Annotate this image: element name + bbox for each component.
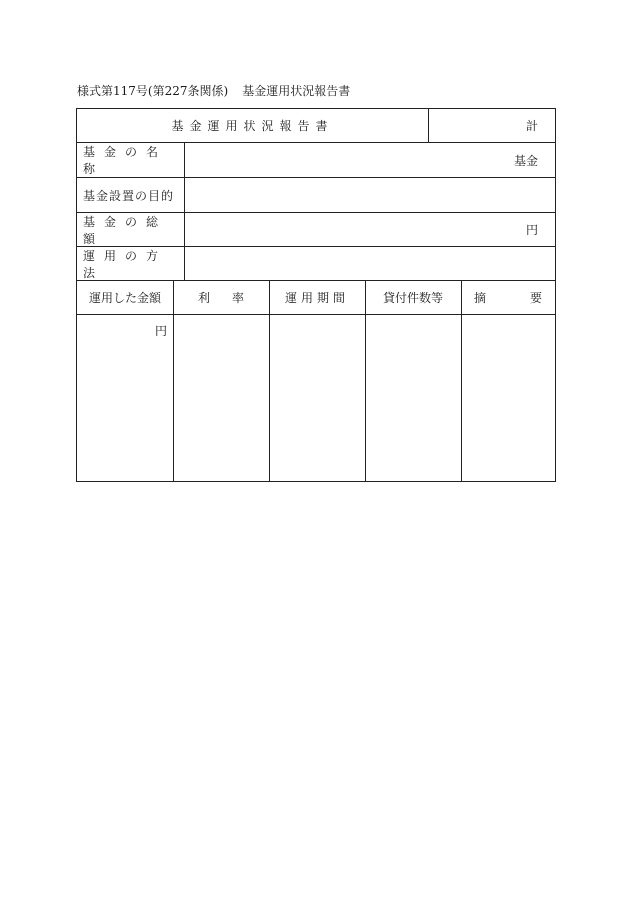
amount-cell[interactable] — [77, 315, 173, 481]
col-header-period: 運用期間 — [284, 291, 349, 305]
fund-name-row — [77, 143, 555, 178]
fund-total-label-cell — [77, 213, 184, 246]
header-row — [77, 109, 555, 143]
total-cell — [428, 109, 555, 142]
fund-name-suffix: 基金 — [513, 153, 538, 168]
operation-method-row — [77, 247, 555, 281]
fund-name-label-cell — [77, 143, 184, 177]
fund-purpose-label-cell — [77, 178, 184, 212]
fund-purpose-row — [77, 178, 555, 213]
form-doc-title: 基金運用状況報告書 — [242, 84, 351, 98]
col-header-rate: 利率 — [197, 291, 266, 305]
form-title: 基金運用状況報告書 — [171, 119, 334, 133]
remarks-cell[interactable] — [461, 315, 555, 481]
total-label: 計 — [525, 119, 538, 133]
period-cell[interactable] — [269, 315, 365, 481]
report-form — [76, 108, 586, 482]
fund-purpose-value[interactable] — [184, 178, 555, 212]
operation-method-label-cell — [77, 247, 184, 280]
rate-cell[interactable] — [173, 315, 269, 481]
fund-name-value[interactable] — [184, 143, 555, 177]
loan-count-cell[interactable] — [365, 315, 461, 481]
col-header-amount: 運用した金額 — [88, 291, 161, 305]
operation-method-value[interactable] — [184, 247, 555, 280]
data-row — [77, 315, 555, 481]
fund-total-row — [77, 213, 555, 247]
fund-total-label: 基金の総額 — [83, 214, 168, 246]
amount-unit: 円 — [154, 324, 167, 338]
operation-method-label: 運用の方法 — [83, 248, 168, 280]
fund-total-value[interactable] — [184, 213, 555, 246]
fund-purpose-label: 基金設置の目的 — [83, 188, 175, 203]
col-header-remarks: 摘要 — [473, 291, 586, 305]
fund-name-label: 基金の名称 — [83, 145, 168, 176]
column-header-row — [77, 281, 586, 315]
fund-total-unit: 円 — [525, 223, 538, 237]
form-number: 様式第117号(第227条関係) — [77, 84, 229, 98]
form-caption — [77, 84, 350, 98]
col-header-loan-count: 貸付件数等 — [382, 291, 443, 305]
form-title-cell — [77, 109, 428, 142]
